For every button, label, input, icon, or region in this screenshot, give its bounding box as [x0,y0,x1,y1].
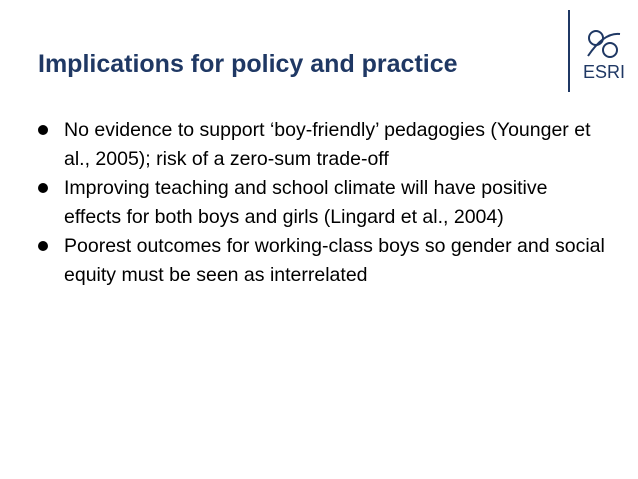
bullet-dot-icon [38,241,48,251]
bullet-text: No evidence to support ‘boy-friendly’ pedagogies (Younger et al., 2005); risk of a zero-sum trade-off [64,119,591,170]
bullet-text: Poorest outcomes for working-class boys so gender and social equity must be seen as interrelated [64,235,605,286]
list-item [36,116,606,174]
esri-logo-icon [584,28,624,62]
list-item [36,174,606,232]
slide-title: Implications for policy and practice [38,50,458,78]
list-item [36,232,606,290]
logo-text: ESRI [582,62,625,82]
bullet-text: Improving teaching and school climate will have positive effects for both boys and girls (Lingard et al., 2004) [64,177,548,228]
bullet-dot-icon [38,183,48,193]
header-divider [568,10,570,92]
bullet-dot-icon [38,125,48,135]
esri-logo [578,28,630,90]
bullet-list [36,116,606,290]
